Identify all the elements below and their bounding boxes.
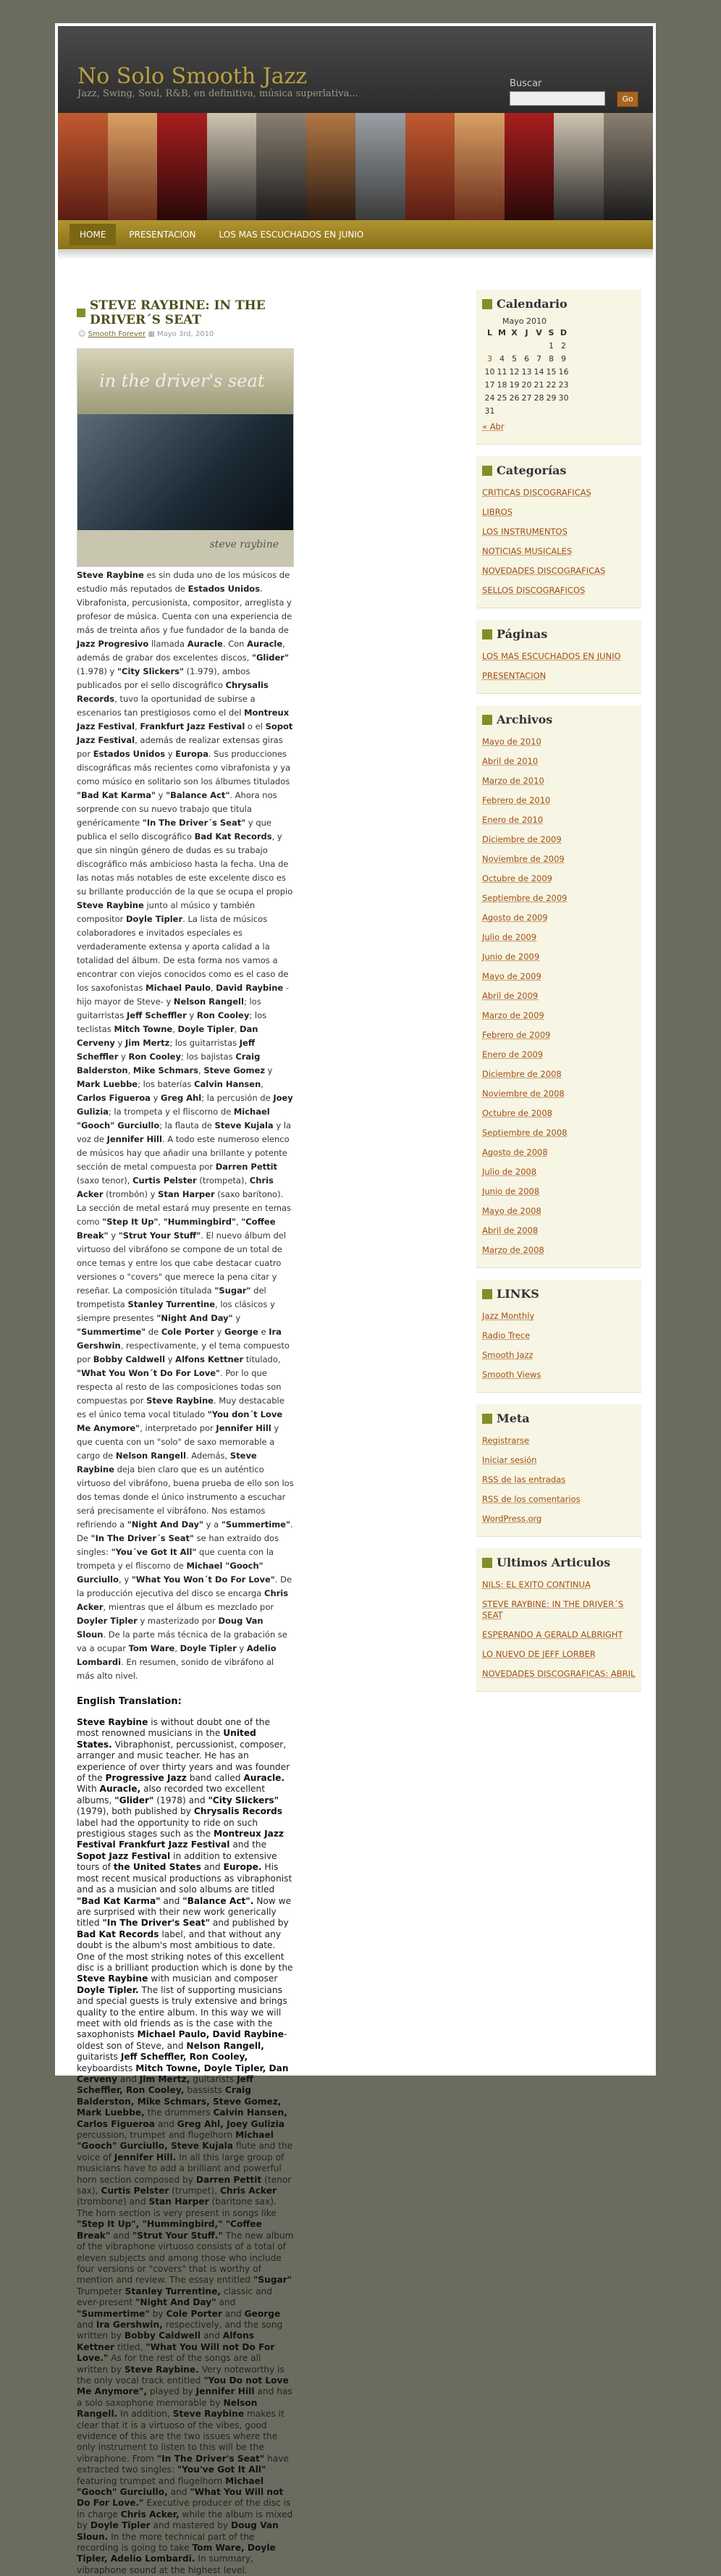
post-title[interactable] — [77, 298, 294, 327]
recent-post-link[interactable]: ESPERANDO A GERALD ALBRIGHT — [482, 1629, 623, 1640]
archive-link[interactable]: Enero de 2010 — [482, 815, 544, 825]
calendar-day — [496, 404, 508, 417]
ultimos-widget — [476, 1548, 641, 1692]
calendar-day: 8 — [549, 353, 554, 364]
calendar-day: 27 — [521, 393, 532, 403]
calendar-day — [533, 404, 545, 417]
archive-link[interactable]: Abril de 2009 — [482, 991, 539, 1001]
calendar-day: 24 — [484, 393, 495, 403]
calendar-day: 12 — [509, 366, 520, 377]
ultimos-title: Ultimos Articulos — [497, 1556, 611, 1569]
calendar-icon: ▦ — [148, 330, 155, 338]
calendar-day: 20 — [521, 379, 532, 390]
category-link[interactable]: LOS INSTRUMENTOS — [482, 526, 568, 537]
calendar-day — [484, 339, 496, 352]
category-link[interactable]: NOVEDADES DISCOGRAFICAS — [482, 566, 606, 576]
calendar-day: 17 — [484, 379, 495, 390]
blog-description: Jazz, Swing, Soul, R&B, en definitiva, música superlativa... — [77, 88, 358, 99]
category-link[interactable]: SELLOS DISCOGRAFICOS — [482, 585, 586, 595]
archive-link[interactable]: Mayo de 2010 — [482, 737, 541, 747]
calendar-day: 23 — [558, 379, 569, 390]
archive-link[interactable]: Julio de 2009 — [482, 932, 537, 942]
archive-link[interactable]: Febrero de 2009 — [482, 1030, 551, 1040]
post — [77, 298, 294, 2576]
calendar-prev-link[interactable]: « Abr — [482, 421, 505, 432]
meta-link[interactable]: Registrarse — [482, 1435, 530, 1446]
archive-link[interactable]: Junio de 2008 — [482, 1186, 540, 1196]
bullet-square-icon — [482, 299, 492, 309]
archive-link[interactable]: Enero de 2009 — [482, 1049, 544, 1060]
archive-link[interactable]: Febrero de 2010 — [482, 795, 551, 805]
bullet-square-icon — [482, 629, 492, 639]
archive-link[interactable]: Marzo de 2009 — [482, 1010, 544, 1020]
meta-link[interactable]: RSS de los comentarios — [482, 1494, 581, 1504]
header — [58, 26, 653, 113]
calendar-weekday: D — [560, 327, 568, 337]
calendar-day — [508, 404, 520, 417]
archive-link[interactable]: Septiembre de 2009 — [482, 893, 568, 903]
page-link[interactable]: PRESENTACION — [482, 671, 547, 681]
calendar-day: 7 — [536, 353, 541, 364]
archive-link[interactable]: Abril de 2010 — [482, 756, 539, 766]
post-body-spanish: Steve Raybine es sin duda uno de los músicos de estudio más reputados de Estados Unidos. Vibrafonista, percusionista, compositor, arreglista y profesor de música. Cuenta con una experiencia de más de treinta años y fue fundador de la banda de Jazz Progresivo llamada Auracle. Con Auracle, además de grabar dos excelentes discos, "Glider" (1.978) y "City Slickers" (1.979), ambos publicados por el sello discográfico Chrysalis Records, tuvo la oportunidad de subirse a escenarios tan prestigiosos como el del Montreux Jazz Festival, Frankfurt Jazz Festival o el Sopot Jazz Festival, además de realizar extensas giras por Estados Unidos y Europa. Sus producciones discográficas más recientes como vibrafonista y ya como músico en solitario son los álbumes titulados "Bad Kat Karma" y "Balance Act". Ahora nos sorprende con su nuevo trabajo que titula genéricamente "In The Driver´s Seat" y que publica el sello discográfico Bad Kat Records, y que sin ningún género de dudas es su trabajo discográfico más ambicioso hasta la fecha. Una de las notas más notables de este excelente disco es su brillante producción de la que se ocupa el propio Steve Raybine junto al músico y también compositor Doyle Tipler. La lista de músicos colaboradores e invitados especiales es verdaderamente extensa y aporta calidad a la totalidad del álbum. De esta forma nos vamos a encontrar con viejos conocidos como es el caso de los saxofonistas Michael Paulo, David Raybine -hijo mayor de Steve- y Nelson Rangell; los guitarristas Jeff Scheffler y Ron Cooley; los teclistas Mitch Towne, Doyle Tipler, Dan Cerveny y Jim Mertz; los guitarristas Jeff Scheffler y Ron Cooley; los bajistas Craig Balderston, Mike Schmars, Steve Gomez y Mark Luebbe; los baterías Calvin Hansen, Carlos Figueroa y Greg Ahl; la percusión de Joey Gulizia; la trompeta y el fliscorno de Michael "Gooch" Gurciullo; la flauta de Steve Kujala y la voz de Jennifer Hill. A todo este numeroso elenco de músicos hay que añadir una brillante y potente sección de metal compuesta por Darren Pettit (saxo tenor), Curtis Pelster (trompeta), Chris Acker (trombón) y Stan Harper (saxo barítono). La sección de metal estará muy presente en temas como "Step It Up", "Hummingbird", "Coffee Break" y "Strut Your Stuff". El nuevo álbum del virtuoso del vibráfono se compone de un total de once temas y entre los que cabe destacar cuatro versiones o "covers" que merece la pena citar y reseñar. La composición titulada "Sugar" del trompetista Stanley Turrentine, los clásicos y siempre presentes "Night And Day" y "Summertime" de Cole Porter y George e Ira Gershwin, respectivamente, y el tema compuesto por Bobby Caldwell y Alfons Kettner titulado, "What You Won´t Do For Love". Por lo que respecta al resto de las composiciones todas son compuestas por Steve Raybine. Muy destacable es el único tema vocal titulado "You don´t Love Me Anymore", interpretado por Jennifer Hill y que cuenta con un "solo" de saxo memorable a cargo de Nelson Rangell. Además, Steve Raybine deja bien claro que es un auténtico virtuoso del vibráfono, buena prueba de ello son los dos temas donde el único instrumento a escuchar será precisamente el vibráfono. Nos estamos refiriendo a "Night And Day" y a "Summertime". De "In The Driver´s Seat" se han extraido dos singles: "You´ve Got It All" que cuenta con la trompeta y el fliscorno de Michael "Gooch" Gurciullo, y "What You Won´t Do For Love". De la producción ejecutiva del disco se encarga Chris Acker, mientras que el álbum es mezclado por Doyler Tipler y masterizado por Doug Van Sloun. De la parte más técnica de la grabación se va a ocupar Tom Ware, Doyle Tipler y Adelio Lombardi. En resumen, sonido de vibráfono al más alto nivel. — [77, 570, 294, 1681]
recent-post-link[interactable]: NILS: EL EXITO CONTINUA — [482, 1579, 591, 1590]
calendar-weekday: M — [498, 327, 506, 337]
archive-link[interactable]: Marzo de 2008 — [482, 1245, 544, 1255]
calendar-day: 10 — [484, 366, 495, 377]
calendar-day: 30 — [558, 393, 569, 403]
post-title-text[interactable]: STEVE RAYBINE: IN THE DRIVER´S SEAT — [90, 298, 266, 327]
page — [55, 23, 656, 2575]
sidebar — [476, 290, 641, 1703]
calendar-day: 21 — [534, 379, 544, 390]
archive-link[interactable]: Junio de 2009 — [482, 952, 540, 962]
calendar-caption: Mayo 2010 — [502, 316, 547, 326]
recent-post-link[interactable]: NOVEDADES DISCOGRAFICAS: ABRIL — [482, 1669, 636, 1679]
archive-link[interactable]: Abril de 2008 — [482, 1225, 539, 1235]
search-input[interactable] — [510, 91, 605, 106]
categorias-title: Categorías — [497, 463, 567, 477]
calendar-day: 25 — [497, 393, 507, 403]
archive-link[interactable]: Marzo de 2010 — [482, 776, 544, 786]
calendar-weekday: L — [486, 327, 492, 337]
blogroll-link[interactable]: Radio Trece — [482, 1330, 531, 1341]
meta-link[interactable]: WordPress.org — [482, 1514, 542, 1524]
calendar-day — [533, 339, 545, 352]
blog-title[interactable]: No Solo Smooth Jazz — [77, 64, 308, 89]
paginas-title: Páginas — [497, 627, 548, 641]
archive-link[interactable]: Octubre de 2008 — [482, 1108, 552, 1118]
archive-link[interactable]: Julio de 2008 — [482, 1167, 537, 1177]
links-widget — [476, 1280, 641, 1393]
calendar-day[interactable]: 3 — [487, 353, 492, 364]
category-link[interactable]: LIBROS — [482, 507, 513, 517]
category-link[interactable]: CRITICAS DISCOGRAFICAS — [482, 487, 591, 498]
archivos-title: Archivos — [497, 713, 553, 726]
calendar-day: 28 — [534, 393, 544, 403]
calendar-day: 18 — [497, 379, 507, 390]
author-icon: ☺ — [78, 330, 86, 338]
calendar-weekday: V — [536, 327, 542, 337]
calendar-day: 16 — [558, 366, 569, 377]
calendar-day: 9 — [561, 353, 566, 364]
calendar-day: 22 — [546, 379, 557, 390]
calendar-weekday: X — [511, 327, 518, 337]
category-link[interactable]: NOTICIAS MUSICALES — [482, 546, 573, 556]
recent-post-link[interactable]: LO NUEVO DE JEFF LORBER — [482, 1649, 596, 1659]
archive-link[interactable]: Mayo de 2008 — [482, 1206, 541, 1216]
calendar-day: 15 — [546, 366, 557, 377]
archive-link[interactable]: Noviembre de 2008 — [482, 1088, 565, 1099]
post-author[interactable]: Smooth Forever — [88, 330, 146, 338]
archive-link[interactable]: Diciembre de 2009 — [482, 834, 562, 844]
main-nav — [58, 220, 653, 249]
english-translation-heading: English Translation: — [77, 1696, 182, 1707]
paginas-widget — [476, 620, 641, 694]
calendar-day: 11 — [497, 366, 507, 377]
archive-link[interactable]: Agosto de 2008 — [482, 1147, 548, 1157]
meta-widget — [476, 1404, 641, 1537]
calendar-day: 13 — [521, 366, 532, 377]
calendar-weekday: J — [525, 327, 528, 337]
calendar-day — [520, 339, 533, 352]
blogroll-link[interactable]: Jazz Monthly — [482, 1311, 535, 1321]
calendar-day: 5 — [512, 353, 517, 364]
archive-link[interactable]: Diciembre de 2008 — [482, 1069, 562, 1079]
calendar-day — [520, 404, 533, 417]
cover-artist: steve raybine — [209, 539, 279, 550]
recent-post-link[interactable]: STEVE RAYBINE: IN THE DRIVER´S SEAT — [482, 1599, 624, 1620]
archive-link[interactable]: Noviembre de 2009 — [482, 854, 565, 864]
archive-link[interactable]: Mayo de 2009 — [482, 971, 541, 981]
post-date: Mayo 3rd, 2010 — [156, 330, 214, 338]
meta-link[interactable]: RSS de las entradas — [482, 1474, 566, 1485]
calendar-day — [508, 339, 520, 352]
calendar-day — [545, 404, 557, 417]
nav-presentacion[interactable]: PRESENTACION — [129, 230, 196, 240]
page-link[interactable]: LOS MAS ESCUCHADOS EN JUNIO — [482, 651, 621, 661]
bullet-square-icon — [482, 1558, 492, 1568]
archivos-widget — [476, 705, 641, 1268]
calendar-day: 6 — [524, 353, 529, 364]
blogroll-link[interactable]: Smooth Views — [482, 1369, 541, 1380]
bullet-square-icon — [482, 1414, 492, 1424]
bullet-square-icon — [482, 466, 492, 476]
bullet-square-icon — [482, 715, 492, 725]
archive-link[interactable]: Agosto de 2009 — [482, 912, 548, 923]
calendar-day: 29 — [546, 393, 557, 403]
links-title: LINKS — [497, 1287, 539, 1301]
blogroll-link[interactable]: Smooth Jazz — [482, 1350, 534, 1360]
calendar-weekday: S — [548, 327, 555, 337]
nav-mas-escuchados[interactable]: LOS MAS ESCUCHADOS EN JUNIO — [219, 230, 364, 240]
calendar-table — [484, 326, 570, 417]
archive-link[interactable]: Octubre de 2009 — [482, 873, 552, 884]
calendar-day: 31 — [484, 406, 495, 416]
calendar-title: Calendario — [497, 297, 568, 311]
meta-title: Meta — [497, 1411, 530, 1425]
calendar-day: 19 — [509, 379, 520, 390]
nav-shadow — [58, 249, 653, 259]
calendar-day: 4 — [499, 353, 505, 364]
search-button[interactable]: Go — [617, 91, 638, 107]
nav-home[interactable]: HOME — [69, 224, 116, 246]
meta-link[interactable]: Iniciar sesión — [482, 1455, 537, 1465]
header-banner-image — [58, 113, 653, 220]
calendar-widget — [476, 290, 641, 445]
post-body-english: Steve Raybine is without doubt one of the most renowned musicians in the United States. Vibraphonist, percussionist, composer, arranger and music teacher. He has an experience of over thirty years and was founder of the Progressive Jazz band called Auracle. With Auracle, also recorded two excellent albums, "Glider" (1978) and "City Slickers" (1979), both published by Chrysalis Records label had the opportunity to ride on such prestigious stages such as the Montreux Jazz Festival Frankfurt Jazz Festival and the Sopot Jazz Festival in addition to extensive tours of the United States and Europe. His most recent musical productions as vibraphonist and as a musician and solo albums are titled "Bad Kat Karma" and "Balance Act". Now we are surprised with their new work generically titled "In The Driver's Seat" and published by Bad Kat Records label, and that without any doubt is the album's most ambitious to date. One of the most striking notes of this excellent disc is a brilliant production which is done by the Steve Raybine with musician and composer Doyle Tipler. The list of supporting musicians and special guests is truly extensive and brings quality to the entire album. In this way we will meet with old friends as is the case with the saxophonists Michael Paulo, David Raybine-oldest son of Steve, and Nelson Rangell, guitarists Jeff Scheffler, Ron Cooley, keyboardists Mitch Towne, Doyle Tipler, Dan Cerveny and Jim Mertz, guitarists Jeff Scheffler, Ron Cooley, bassists Craig Balderston, Mike Schmars, Steve Gomez, Mark Luebbe, the drummers Calvin Hansen, Carlos Figueroa and Greg Ahl, Joey Gulizia percussion, trumpet and flugelhorn Michael "Gooch" Gurciullo, Steve Kujala flute and the voice of Jennifer Hill. In all this large group of musicians have to add a brilliant and powerful horn section composed by Darren Pettit (tenor sax), Curtis Pelster (trumpet), Chris Acker (trombone) and Stan Harper (baritone sax). The horn section is very present in songs like "Step It Up", "Hummingbird," "Coffee Break" and "Strut Your Stuff." The new album of the vibraphone virtuoso consists of a total of eleven subjects and among those who include four versions or "covers" that is worthy of mention and review. The essay entitled "Sugar" Trumpeter Stanley Turrentine, classic and ever-present "Night And Day" and "Summertime" by Cole Porter and George and Ira Gershwin, respectively, and the song written by Bobby Caldwell and Alfons Kettner titled, "What You Will not Do For Love." As for the rest of the songs are all written by Steve Raybine. Very noteworthy is the only vocal track entitled "You Do not Love Me Anymore", played by Jennifer Hill and has a solo saxophone memorable by Nelson Rangell. In addition, Steve Raybine makes it clear that it is a virtuoso of the vibes, good evidence of this are the two issues where the only instrument to listen to this will be the vibraphone. From "In The Driver's Seat" have extracted two singles: "You've Got It All" featuring trumpet and flugelhorn Michael "Gooch" Gurciullo, and "What You Will not Do For Love." Executive producer of the disc is in charge Chris Acker, while the album is mixed by Doyle Tipler and mastered by Doug Van Sloun. In the more technical part of the recording is going to take Tom Ware, Doyle Tipler, Adelio Lombardi. In summary, vibraphone sound at the highest level. — [77, 1717, 294, 2575]
post-meta — [78, 330, 294, 338]
archive-link[interactable]: Septiembre de 2008 — [482, 1128, 568, 1138]
search-label: Buscar — [510, 78, 542, 89]
calendar-day: 26 — [509, 393, 520, 403]
calendar-day — [496, 339, 508, 352]
calendar-day: 14 — [534, 366, 544, 377]
album-cover-image — [77, 348, 294, 567]
calendar-day — [557, 404, 570, 417]
bullet-square-icon — [482, 1289, 492, 1299]
bullet-square-icon — [77, 309, 85, 317]
categorias-widget — [476, 456, 641, 608]
calendar-day: 1 — [549, 340, 554, 351]
cover-title: in the driver's seat — [99, 371, 265, 391]
calendar-day: 2 — [561, 340, 566, 351]
